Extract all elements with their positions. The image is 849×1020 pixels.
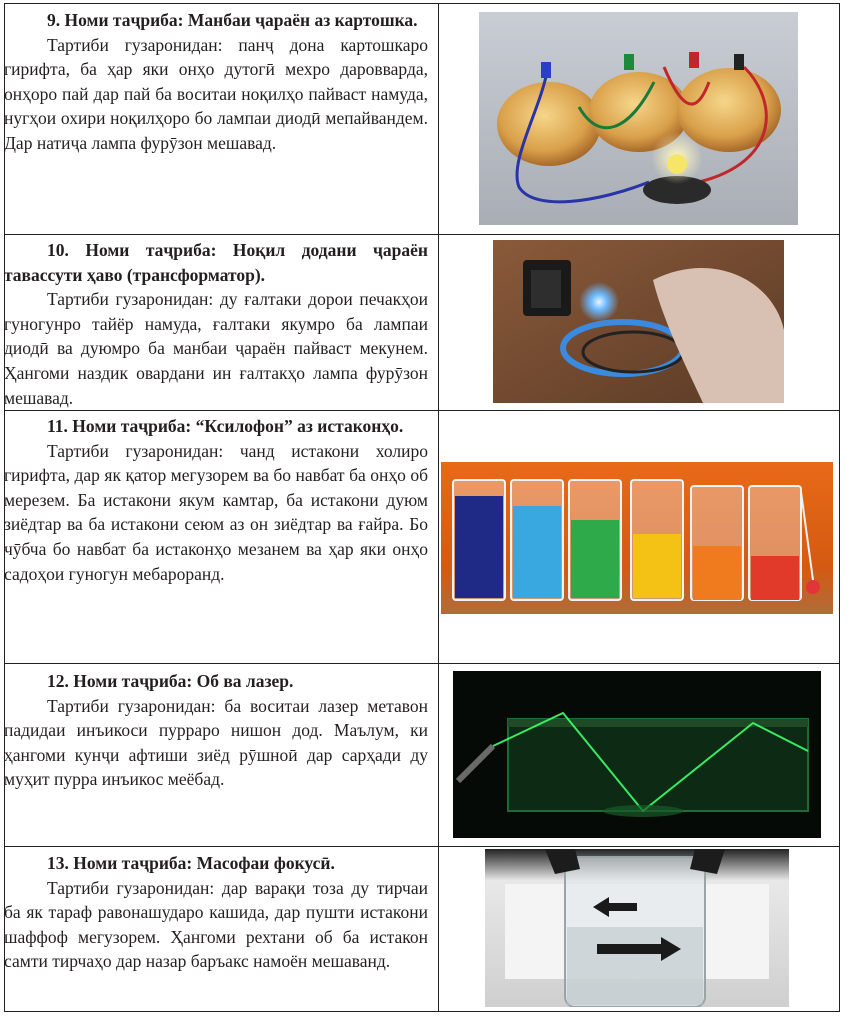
potato-battery-photo	[479, 12, 798, 225]
experiment-procedure: Тартиби гузаронидан: ду ғалтаки дорои печакҳои гуногунро тайёр намуда, ғалтаки якумро ба лампаи диодӣ ва дуюмро ба манбаи ҷараён пайваст мекунем. Ҳангоми наздик овардани ин ғалтакҳо лампа фурӯзон мешавад.	[4, 289, 428, 408]
row-divider	[5, 234, 839, 235]
experiment-title: 9. Номи таҷриба: Манбаи ҷараён аз картошка.	[47, 10, 418, 30]
water-laser-photo	[453, 671, 821, 838]
experiment-title: 11. Номи таҷриба: “Ксилофон” аз истаконҳо.	[47, 416, 404, 436]
row-divider	[5, 846, 839, 847]
glass-xylophone-photo	[441, 462, 833, 614]
experiment-procedure: Тартиби гузаронидан: панҷ дона картошкаро гирифта, ба ҳар яки онҳо дутогӣ мехро даровварда, онҳоро пай дар пай ба воситаи ноқилҳо пайваст намуда, нугҳои охири ноқилҳоро бо лампаи диодӣ мепайвандем. Дар натиҷа лампа фурӯзон мешавад.	[4, 34, 428, 153]
experiment-procedure: Тартиби гузаронидан: ба воситаи лазер метавон падидаи инъикоси пурраро нишон дод. Маълум, ки ҳангоми кунҷи афтиши зиёд рӯшноӣ дар сарҳади ду муҳит пурра инъикос меёбад.	[4, 695, 428, 790]
column-divider	[438, 4, 439, 1011]
glass-arrows-photo	[485, 849, 789, 1007]
experiment-11-text	[4, 414, 428, 586]
experiment-9-text	[4, 8, 428, 156]
experiment-procedure: Тартиби гузаронидан: дар варақи тоза ду тирчаи ба як тараф равонашударо кашида, дар пушти истакони шаффоф мегузорем. Ҳангоми рехтани об ба истакон самти тирчаҳо дар назар баръакс намоён мешаванд.	[4, 877, 428, 972]
experiment-title: 12. Номи таҷриба: Об ва лазер.	[47, 671, 294, 691]
experiment-12-text	[4, 669, 428, 792]
experiment-10-text	[4, 238, 428, 410]
experiment-procedure: Тартиби гузаронидан: чанд истакони холиро гирифта, дар як қатор мегузорем ва бо навбат ба онҳо об мерезем. Ба истакони якум камтар, ба истакони дуюм зиёдтар ва ба истакони сеюм аз он зиёдтар ва ғайра. Бо чӯбча бо навбат ба истаконҳо мезанем ва ҳар яки онҳо садоҳои гуногун мебароранд.	[4, 440, 428, 584]
experiment-13-text	[4, 851, 428, 974]
row-divider	[5, 663, 839, 664]
experiment-title: 13. Номи таҷриба: Масофаи фокусӣ.	[47, 853, 335, 873]
experiment-title: 10. Номи таҷриба: Ноқил додани ҷараён тавассути ҳаво (трансформатор).	[4, 240, 428, 285]
wireless-coils-photo	[493, 240, 784, 403]
